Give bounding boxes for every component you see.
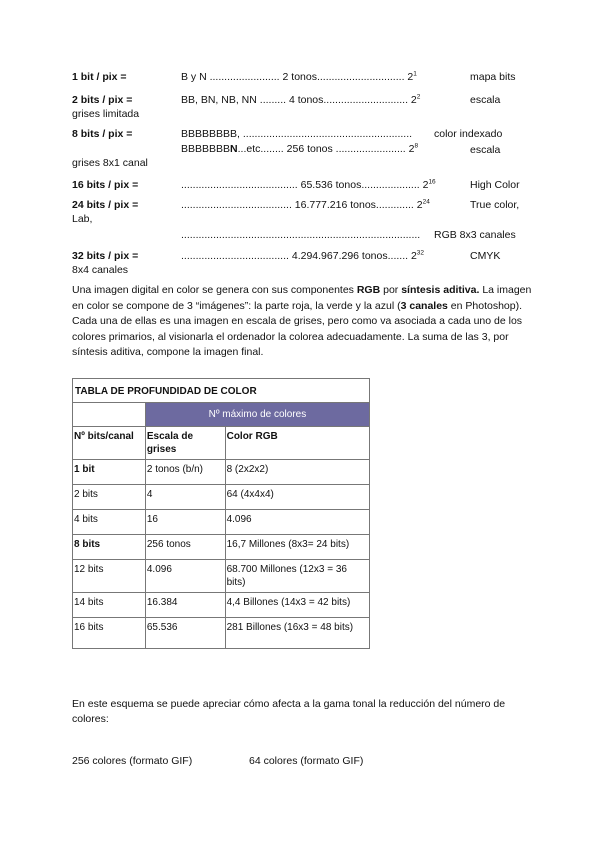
- table-cell-bits: 8 bits: [73, 535, 146, 560]
- bits-desc: ...................................... 16.777.216 tonos............. $2^{24}$: [181, 198, 430, 211]
- table-cell-gray: 4: [145, 485, 225, 510]
- caption-256: 256 colores (formato GIF): [72, 755, 193, 767]
- bits-desc: ..................................... 4.294.967.296 tonos....... $2^{32}$: [181, 249, 425, 262]
- table-group-header: Nº máximo de colores: [145, 403, 369, 427]
- table-cell-bits: 16 bits: [73, 618, 146, 649]
- table-cell-bits: 1 bit: [73, 460, 146, 485]
- table-row: [73, 535, 370, 560]
- table-title: TABLA DE PROFUNDIDAD DE COLOR: [73, 379, 370, 403]
- table-cell-bits: 14 bits: [73, 593, 146, 618]
- table-cell-rgb: 64 (4x4x4): [225, 485, 369, 510]
- table-cell-gray: 4.096: [145, 560, 225, 593]
- bits-label: 24 bits / pix =: [72, 199, 139, 211]
- bits-desc-2: ..................................................................................: [181, 229, 421, 241]
- bits-type: CMYK: [470, 250, 501, 262]
- table-cell-bits: 12 bits: [73, 560, 146, 593]
- bits-wrap: Lab,: [72, 213, 93, 225]
- bits-type: True color,: [470, 199, 520, 211]
- table-cell-rgb: 281 Billones (16x3 = 48 bits): [225, 618, 369, 649]
- caption-64: 64 colores (formato GIF): [249, 755, 364, 767]
- table-row: [73, 510, 370, 535]
- table-cell-bits: 2 bits: [73, 485, 146, 510]
- bits-desc-2: BBBBBBBN...etc........ 256 tonos ........................ $2^8$: [181, 142, 419, 155]
- bits-label: 1 bit / pix =: [72, 71, 127, 83]
- table-header: Color RGB: [225, 427, 369, 460]
- table-cell-gray: 16: [145, 510, 225, 535]
- bits-wrap: grises 8x1 canal: [72, 157, 148, 169]
- bits-type: High Color: [470, 179, 520, 191]
- bits-type-2: escala: [470, 144, 501, 156]
- table-row: [73, 485, 370, 510]
- bits-type: mapa bits: [470, 71, 516, 83]
- bits-type-2: RGB 8x3 canales: [434, 229, 516, 241]
- color-depth-table: [72, 378, 370, 649]
- table-cell-gray: 16.384: [145, 593, 225, 618]
- table-empty-cell: [73, 403, 146, 427]
- table-cell-rgb: 8 (2x2x2): [225, 460, 369, 485]
- bits-desc: ........................................ 65.536 tonos.................... $2^{16}$: [181, 178, 436, 191]
- table-cell-rgb: 16,7 Millones (8x3= 24 bits): [225, 535, 369, 560]
- bits-label: 2 bits / pix =: [72, 94, 133, 106]
- bits-type: color indexado: [434, 128, 503, 140]
- bits-label: 32 bits / pix =: [72, 250, 139, 262]
- bits-wrap: 8x4 canales: [72, 264, 129, 276]
- bits-type: escala: [470, 94, 501, 106]
- bits-label: 8 bits / pix =: [72, 128, 133, 140]
- table-row: [73, 593, 370, 618]
- table-cell-rgb: 4,4 Billones (14x3 = 42 bits): [225, 593, 369, 618]
- table-cell-gray: 65.536: [145, 618, 225, 649]
- table-header-row: [73, 427, 370, 460]
- bits-wrap: grises limitada: [72, 108, 140, 120]
- table-row: [73, 460, 370, 485]
- table-row: [73, 560, 370, 593]
- scheme-paragraph: En este esquema se puede apreciar cómo afecta a la gama tonal la reducción del número de colores:: [72, 698, 506, 725]
- table-row: [73, 618, 370, 649]
- bits-desc: B y N ........................ 2 tonos.............................. $2^1$: [181, 70, 417, 83]
- table-cell-rgb: 68.700 Millones (12x3 = 36 bits): [225, 560, 369, 593]
- bits-desc: BBBBBBBB, ..........................................................: [181, 128, 413, 140]
- table-group-row: [73, 403, 370, 427]
- table-header: Nº bits/canal: [73, 427, 146, 460]
- table-cell-bits: 4 bits: [73, 510, 146, 535]
- bits-label: 16 bits / pix =: [72, 179, 139, 191]
- table-cell-gray: 256 tonos: [145, 535, 225, 560]
- rgb-paragraph: Una imagen digital en color se genera con sus componentes RGB por síntesis aditiva. La imagen en color se compone de 3 “imágenes”: la parte roja, la verde y la azul (3 canales en Photoshop). Cada una de ellas es una imagen en escala de grises, pero como va asociada a cada uno de los colores primarios, al visionarla el ordenador la colorea adecuadamente. La suma de las 3, por síntesis aditiva, compone la imagen final.: [72, 284, 532, 358]
- table-title-row: [73, 379, 370, 403]
- table-cell-gray: 2 tonos (b/n): [145, 460, 225, 485]
- table-cell-rgb: 4.096: [225, 510, 369, 535]
- table-header: Escala de grises: [145, 427, 225, 460]
- bits-desc: BB, BN, NB, NN ......... 4 tonos............................. $2^2$: [181, 93, 421, 106]
